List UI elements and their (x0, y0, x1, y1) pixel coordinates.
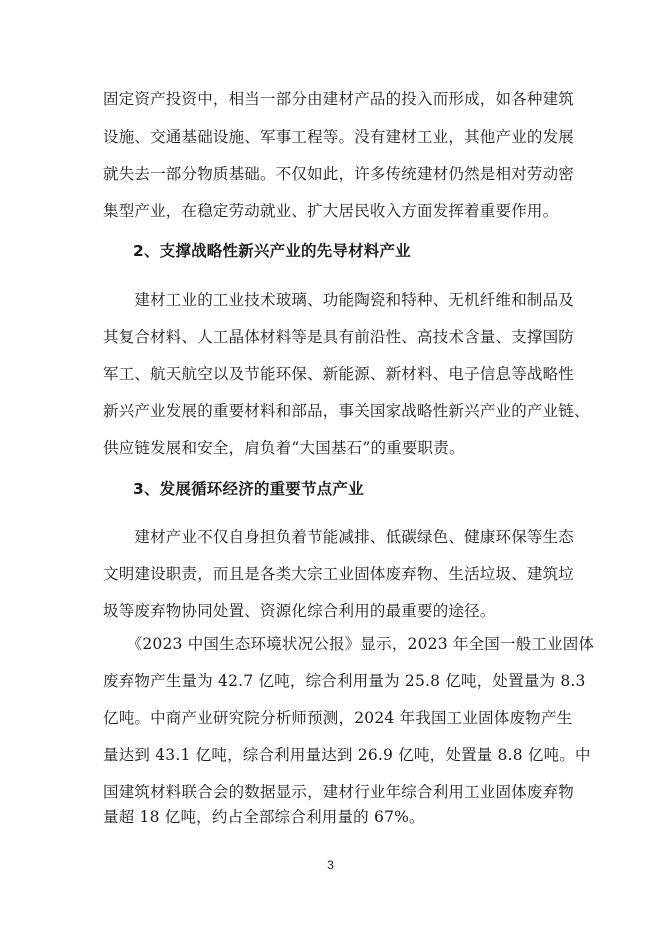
paragraph-1-line-3: 就失去一部分物质基础。不仅如此，许多传统建材仍然是相对劳动密 (103, 165, 575, 183)
paragraph-3-line-1: 建材产业不仅自身担负着节能减排、低碳绿色、健康环保等生态 (103, 528, 575, 546)
paragraph-4-line-2: 废弃物产生量为 42.7 亿吨，综合利用量为 25.8 亿吨，处置量为 8.3 (103, 672, 586, 690)
paragraph-2-line-1: 建材工业的工业技术玻璃、功能陶瓷和特种、无机纤维和制品及 (103, 291, 575, 309)
section-heading-2: 2、支撑战略性新兴产业的先导材料产业 (133, 242, 411, 260)
paragraph-1-line-1: 固定资产投资中，相当一部分由建材产品的投入而形成，如各种建筑 (103, 90, 575, 108)
paragraph-4-line-5: 国建筑材料联合会的数据显示，建材行业年综合利用工业固体废弃物 (103, 783, 575, 801)
page-number: 3 (327, 858, 334, 872)
paragraph-4-line-3: 亿吨。中商产业研究院分析师预测，2024 年我国工业固体废物产生 (103, 709, 573, 727)
paragraph-3-line-2: 文明建设职责，而且是各类大宗工业固体废弃物、生活垃圾、建筑垃 (103, 565, 575, 583)
paragraph-4-line-6: 量超 18 亿吨，约占全部综合利用量的 67%。 (103, 808, 425, 826)
paragraph-4-line-1: 《2023 中国生态环境状况公报》显示，2023 年全国一般工业固体 (103, 635, 595, 653)
paragraph-1-line-4: 集型产业，在稳定劳动就业、扩大居民收入方面发挥着重要作用。 (103, 202, 559, 220)
paragraph-2-line-4: 新兴产业发展的重要材料和部品，事关国家战略性新兴产业的产业链、 (103, 402, 590, 420)
paragraph-3-line-3: 圾等废弃物协同处置、资源化综合利用的最重要的途径。 (103, 602, 496, 620)
paragraph-4-line-4: 量达到 43.1 亿吨，综合利用量达到 26.9 亿吨，处置量 8.8 亿吨。中 (103, 746, 591, 764)
paragraph-2-line-5: 供应链发展和安全，肩负着“大国基石”的重要职责。 (103, 439, 465, 457)
paragraph-2-line-3: 军工、航天航空以及节能环保、新能源、新材料、电子信息等战略性 (103, 365, 575, 383)
paragraph-2-line-2: 其复合材料、人工晶体材料等是具有前沿性、高技术含量、支撑国防 (103, 328, 575, 346)
paragraph-1-line-2: 设施、交通基础设施、军事工程等。没有建材工业，其他产业的发展 (103, 128, 575, 146)
section-heading-3: 3、发展循环经济的重要节点产业 (133, 480, 364, 498)
